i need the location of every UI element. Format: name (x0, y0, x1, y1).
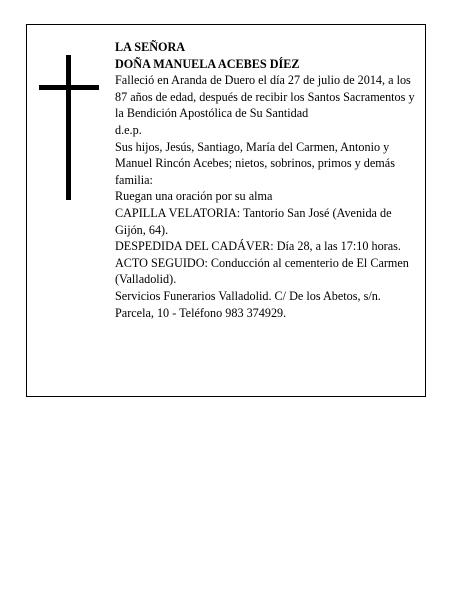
death-details: Falleció en Aranda de Duero el día 27 de julio de 2014, a los 87 años de edad, después de recibir los Santos Sacramentos y la Bendición Apostólica de Su Santidad (115, 73, 415, 121)
prayer-request: Ruegan una oración por su alma (115, 189, 273, 204)
chapel-info: CAPILLA VELATORIA: Tantorio San José (Avenida de Gijón, 64). (115, 205, 392, 237)
cross-vertical-bar (66, 55, 71, 200)
rip-text: d.e.p. (115, 122, 142, 137)
funeral-services-contact: Servicios Funerarios Valladolid. C/ De los Abetos, s/n. Parcela, 10 - Teléfono 983 374929. (115, 288, 381, 320)
deceased-name: DOÑA MANUELA ACEBES DÍEZ (115, 56, 300, 71)
obituary-notice (26, 24, 426, 397)
notice-title: LA SEÑORA (115, 40, 186, 54)
cross-icon (39, 55, 99, 200)
farewell-info: DESPEDIDA DEL CADÁVER: Día 28, a las 17:10 horas. (115, 239, 401, 254)
family-list: Sus hijos, Jesús, Santiago, María del Carmen, Antonio y Manuel Rincón Acebes; nietos, sobrinos, primos y demás familia: (115, 139, 395, 187)
cross-horizontal-bar (39, 85, 99, 90)
notice-text (115, 39, 420, 321)
procession-info: ACTO SEGUIDO: Conducción al cementerio de El Carmen (Valladolid). (115, 255, 409, 287)
